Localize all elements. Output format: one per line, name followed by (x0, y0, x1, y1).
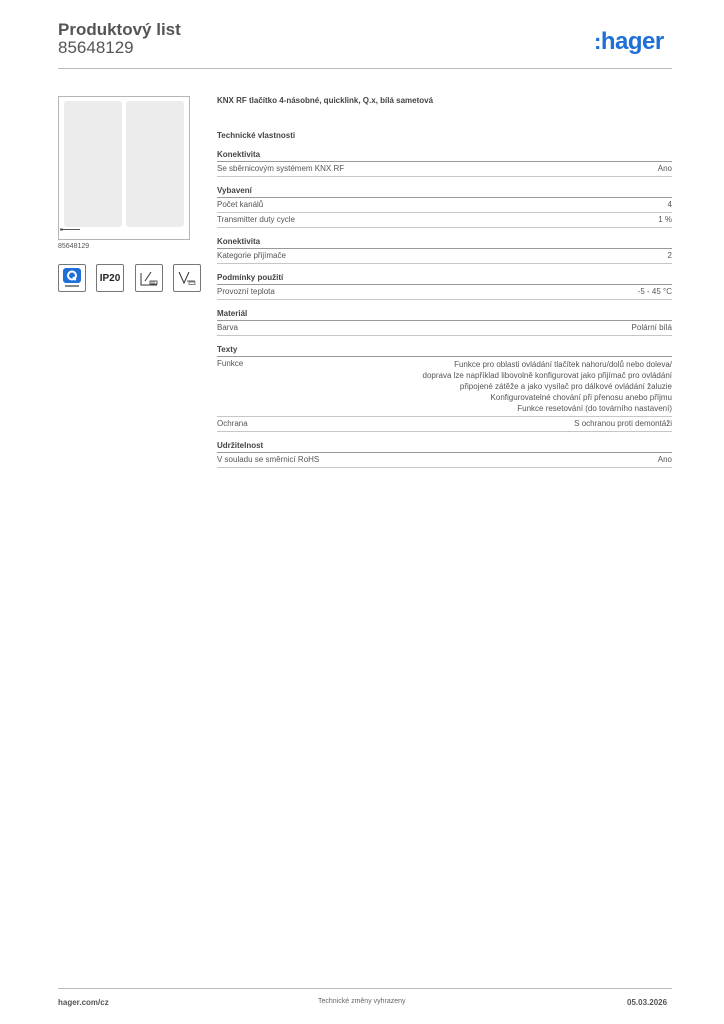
property-group (217, 345, 672, 432)
property-value: Ano (657, 455, 672, 464)
property-groups (217, 150, 672, 468)
product-image (58, 96, 190, 240)
image-caption: 85648129 (58, 243, 90, 250)
technical-content (217, 96, 672, 477)
ip20-badge-icon (96, 264, 124, 292)
property-group (217, 237, 672, 264)
property-value: 1 % (658, 215, 672, 224)
property-label: Se sběrnicovým systémem KNX RF (217, 164, 345, 173)
footer-website: hager.com/cz (58, 998, 109, 1007)
product-name: KNX RF tlačítko 4-násobné, quicklink, Q.x, bílá sametová (217, 96, 434, 105)
group-title: Konektivita (217, 237, 672, 249)
footer-divider (58, 988, 672, 989)
property-row (217, 213, 672, 228)
property-value: 4 (667, 200, 672, 209)
property-group (217, 441, 672, 468)
property-value: Polární bílá (631, 323, 672, 332)
section-title: Technické vlastnosti (217, 131, 296, 140)
product-number: 85648129 (58, 38, 134, 57)
property-value: -5 - 45 °C (637, 287, 672, 296)
hager-logo: :hager (594, 28, 664, 55)
ip20-label: IP20 (99, 272, 121, 284)
logo-text: hager (600, 28, 664, 55)
quicklink-logo-icon (58, 264, 86, 292)
property-row (217, 249, 672, 264)
page-title: Produktový list (58, 20, 181, 39)
property-label: Funkce (217, 359, 244, 368)
group-title: Texty (217, 345, 672, 357)
property-row (217, 285, 672, 300)
property-row (217, 198, 672, 213)
property-value: Funkce pro oblasti ovládání tlačítek nahoru/dolů nebo doleva/ doprava lze například libovolně konfigurovat jako přijímač pro ovládání připojené zátěže a jako vysílač pro dálkové ovládání žaluzie Konfigurovatelné chování při přenosu anebo příjmu Funkce resetování (do továrního nastavení) (422, 360, 672, 413)
group-title: Konektivita (217, 150, 672, 162)
property-group (217, 273, 672, 300)
property-row (217, 453, 672, 468)
installation-surface-icon (173, 264, 201, 292)
footer-notice: Technické změny vyhrazeny (318, 998, 406, 1005)
property-group (217, 150, 672, 177)
property-value: Ano (657, 164, 672, 173)
rocker-right (126, 101, 184, 227)
property-label: Kategorie přijímače (217, 251, 286, 260)
property-label: Počet kanálů (217, 200, 264, 209)
property-label: V souladu se směrnicí RoHS (217, 455, 320, 464)
installation-mount-icon (135, 264, 163, 292)
group-title: Udržitelnost (217, 441, 672, 453)
group-title: Materiál (217, 309, 672, 321)
property-row (217, 417, 672, 432)
property-group (217, 309, 672, 336)
group-title: Vybavení (217, 186, 672, 198)
property-value: 2 (667, 251, 672, 260)
rocker-left (64, 101, 122, 227)
property-label: Ochrana (217, 419, 248, 428)
dimension-ruler-icon (60, 228, 80, 231)
property-label: Provozní teplota (217, 287, 275, 296)
footer-date: 05.03.2026 (627, 998, 668, 1007)
property-row (217, 357, 672, 417)
header-divider (58, 68, 672, 69)
property-label: Transmitter duty cycle (217, 215, 295, 224)
property-value: S ochranou proti demontáži (574, 419, 672, 428)
property-label: Barva (217, 323, 238, 332)
group-title: Podmínky použití (217, 273, 672, 285)
property-group (217, 186, 672, 228)
property-row (217, 321, 672, 336)
property-row (217, 162, 672, 177)
